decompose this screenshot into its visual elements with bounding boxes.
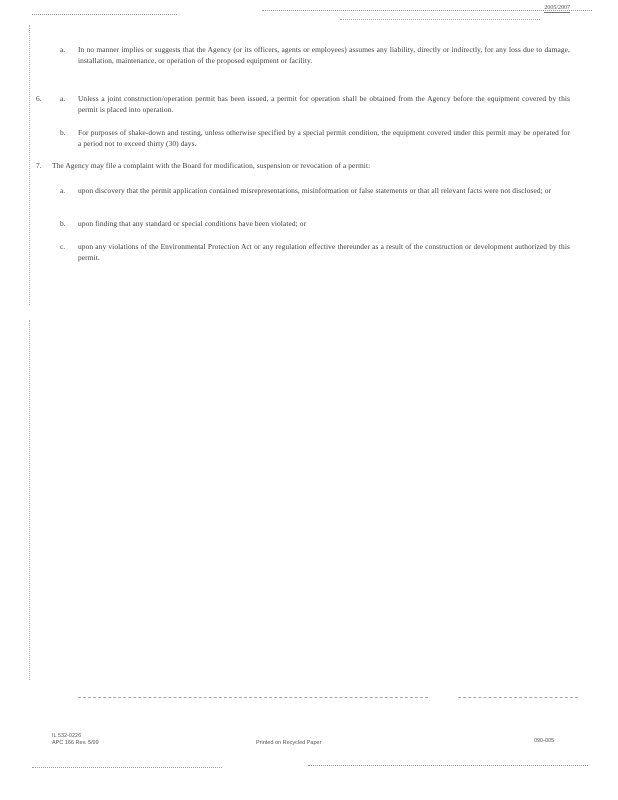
bottom-scan-edge-left (32, 767, 222, 768)
item-7c-text: upon any violations of the Environmental Protection Act or any regulation effective thereunder as a result of the construction or development authorized by this permit. (78, 242, 570, 262)
left-scan-edge-lower (29, 320, 30, 680)
top-scan-edge-right (262, 10, 592, 11)
item-6a-text: Unless a joint construction/operation permit has been issued, a permit for operation shall be obtained from the Agency before the equipment covered by this permit is placed into operation. (78, 94, 570, 114)
item-7b-text: upon finding that any standard or special conditions have been violated; or (78, 219, 307, 228)
footer-form-id: IL 532-0226 (52, 733, 82, 739)
item-5a-text: In no manner implies or suggests that the Agency (or its officers, agents or employees) assumes any liability, directly or indirectly, for any loss due to damage, installation, maintenance, or operation of the proposed equipment or facility. (78, 45, 570, 65)
item-7c-letter: c. (60, 242, 66, 251)
header-rule (340, 19, 540, 20)
top-scan-edge-left (32, 14, 177, 15)
bottom-scan-edge-right (308, 765, 588, 766)
footer-recycled-note: Printed on Recycled Paper (256, 740, 322, 746)
item-5a-letter: a. (60, 45, 66, 54)
left-scan-edge-upper (29, 25, 30, 305)
item-6a-letter: a. (60, 94, 66, 103)
item-6b-letter: b. (60, 128, 66, 137)
footer-rule-right (458, 697, 578, 698)
item-7a-letter: a. (60, 186, 66, 195)
item-7-number: 7. (36, 161, 42, 170)
item-6b-text: For purposes of shake-down and testing, unless otherwise specified by a special permit condition, the equipment covered under this permit may be operated for a period not to exceed thirty (30) days. (78, 128, 570, 148)
item-7a-text: upon discovery that the permit application contained misrepresentations, misinformation or false statements or that all relevant facts were not disclosed; or (78, 186, 552, 195)
header-label: 2005/2007 (544, 5, 570, 11)
item-7-intro: The Agency may file a complaint with the Board for modification, suspension or revocation of a permit: (52, 161, 371, 170)
item-7b-letter: b. (60, 219, 66, 228)
footer-page-code: 090-005 (534, 738, 555, 744)
footer-rule-left (78, 697, 428, 698)
footer-form-revision: APC 166 Rev. 5/99 (52, 740, 99, 746)
item-6-number: 6. (36, 94, 42, 103)
